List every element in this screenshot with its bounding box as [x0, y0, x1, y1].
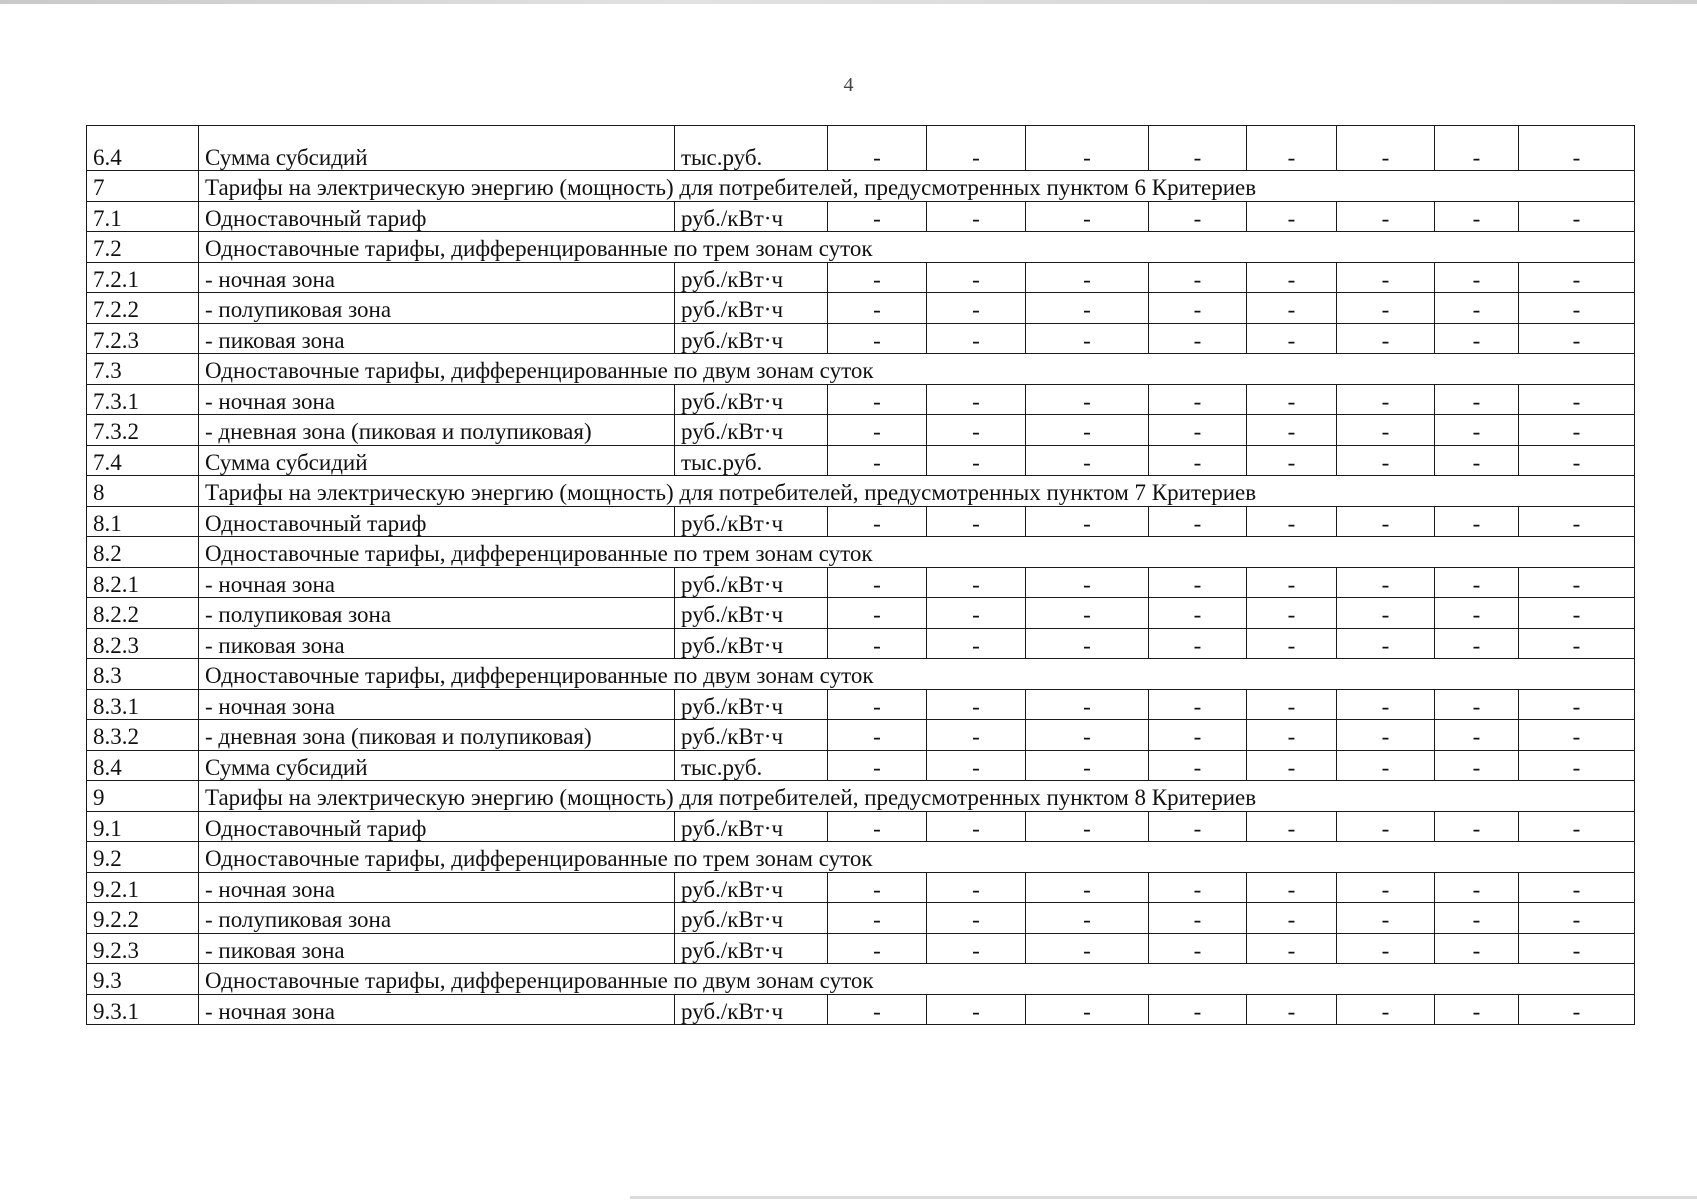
value-cell: -	[1149, 720, 1247, 751]
value-cell: -	[828, 750, 927, 781]
value-cell: -	[828, 567, 927, 598]
value-cell: -	[1435, 750, 1519, 781]
value-cell: -	[1247, 933, 1337, 964]
section-title: Одноставочные тарифы, дифференцированные по трем зонам суток	[199, 232, 1635, 263]
tariff-table-body	[87, 126, 1635, 1025]
value-cell: -	[1247, 415, 1337, 446]
table-row	[87, 628, 1635, 659]
indicator-name: Одноставочный тариф	[199, 506, 675, 537]
value-cell: -	[1026, 126, 1149, 171]
table-row	[87, 933, 1635, 964]
indicator-name: - ночная зона	[199, 384, 675, 415]
table-row	[87, 415, 1635, 446]
indicator-name: Сумма субсидий	[199, 750, 675, 781]
unit-of-measure: руб./кВт·ч	[675, 720, 828, 751]
row-number: 8.3.2	[87, 720, 199, 751]
section-title: Тарифы на электрическую энергию (мощность) для потребителей, предусмотренных пунктом 8 Критериев	[199, 781, 1635, 812]
value-cell: -	[1435, 445, 1519, 476]
row-number: 7	[87, 171, 199, 202]
value-cell: -	[1337, 415, 1435, 446]
value-cell: -	[1519, 293, 1635, 324]
value-cell: -	[1519, 750, 1635, 781]
value-cell: -	[927, 262, 1026, 293]
value-cell: -	[1247, 872, 1337, 903]
row-number: 8.2.2	[87, 598, 199, 629]
value-cell: -	[1519, 628, 1635, 659]
row-number: 7.4	[87, 445, 199, 476]
value-cell: -	[1247, 445, 1337, 476]
section-row	[87, 171, 1635, 202]
value-cell: -	[927, 933, 1026, 964]
unit-of-measure: руб./кВт·ч	[675, 811, 828, 842]
value-cell: -	[1149, 872, 1247, 903]
value-cell: -	[1337, 384, 1435, 415]
value-cell: -	[1337, 994, 1435, 1025]
value-cell: -	[1026, 720, 1149, 751]
row-number: 8.2	[87, 537, 199, 568]
value-cell: -	[1519, 445, 1635, 476]
value-cell: -	[1519, 933, 1635, 964]
value-cell: -	[1247, 567, 1337, 598]
row-number: 7.3	[87, 354, 199, 385]
value-cell: -	[1247, 994, 1337, 1025]
unit-of-measure: руб./кВт·ч	[675, 994, 828, 1025]
row-number: 9.2.1	[87, 872, 199, 903]
unit-of-measure: тыс.руб.	[675, 750, 828, 781]
table-row	[87, 323, 1635, 354]
section-title: Одноставочные тарифы, дифференцированные по двум зонам суток	[199, 964, 1635, 995]
value-cell: -	[1026, 750, 1149, 781]
section-row	[87, 659, 1635, 690]
value-cell: -	[1337, 720, 1435, 751]
value-cell: -	[1435, 126, 1519, 171]
value-cell: -	[927, 323, 1026, 354]
value-cell: -	[1247, 323, 1337, 354]
row-number: 9.2	[87, 842, 199, 873]
value-cell: -	[1519, 126, 1635, 171]
value-cell: -	[828, 201, 927, 232]
value-cell: -	[828, 720, 927, 751]
unit-of-measure: тыс.руб.	[675, 445, 828, 476]
unit-of-measure: руб./кВт·ч	[675, 384, 828, 415]
section-title: Тарифы на электрическую энергию (мощность) для потребителей, предусмотренных пунктом 7 Критериев	[199, 476, 1635, 507]
value-cell: -	[828, 323, 927, 354]
value-cell: -	[1149, 994, 1247, 1025]
indicator-name: Одноставочный тариф	[199, 201, 675, 232]
value-cell: -	[927, 201, 1026, 232]
value-cell: -	[1337, 201, 1435, 232]
value-cell: -	[1026, 293, 1149, 324]
section-row	[87, 842, 1635, 873]
value-cell: -	[1435, 506, 1519, 537]
value-cell: -	[1149, 750, 1247, 781]
indicator-name: - ночная зона	[199, 262, 675, 293]
value-cell: -	[828, 628, 927, 659]
value-cell: -	[1149, 126, 1247, 171]
value-cell: -	[1247, 126, 1337, 171]
value-cell: -	[1149, 811, 1247, 842]
value-cell: -	[1519, 384, 1635, 415]
value-cell: -	[1247, 689, 1337, 720]
value-cell: -	[1519, 567, 1635, 598]
unit-of-measure: руб./кВт·ч	[675, 201, 828, 232]
value-cell: -	[1435, 293, 1519, 324]
value-cell: -	[1026, 811, 1149, 842]
value-cell: -	[1149, 384, 1247, 415]
indicator-name: - дневная зона (пиковая и полупиковая)	[199, 415, 675, 446]
value-cell: -	[1247, 720, 1337, 751]
value-cell: -	[1149, 628, 1247, 659]
table-row	[87, 445, 1635, 476]
row-number: 8.2.1	[87, 567, 199, 598]
indicator-name: - пиковая зона	[199, 628, 675, 659]
indicator-name: - ночная зона	[199, 567, 675, 598]
section-title: Одноставочные тарифы, дифференцированные по двум зонам суток	[199, 659, 1635, 690]
value-cell: -	[1149, 445, 1247, 476]
value-cell: -	[828, 262, 927, 293]
row-number: 8.1	[87, 506, 199, 537]
value-cell: -	[927, 598, 1026, 629]
value-cell: -	[1026, 628, 1149, 659]
table-row	[87, 872, 1635, 903]
value-cell: -	[828, 811, 927, 842]
unit-of-measure: руб./кВт·ч	[675, 506, 828, 537]
value-cell: -	[1149, 506, 1247, 537]
value-cell: -	[1026, 903, 1149, 934]
value-cell: -	[1337, 598, 1435, 629]
value-cell: -	[1247, 201, 1337, 232]
indicator-name: Сумма субсидий	[199, 445, 675, 476]
unit-of-measure: руб./кВт·ч	[675, 689, 828, 720]
value-cell: -	[1519, 811, 1635, 842]
value-cell: -	[828, 903, 927, 934]
row-number: 7.3.2	[87, 415, 199, 446]
value-cell: -	[1519, 323, 1635, 354]
value-cell: -	[1435, 201, 1519, 232]
value-cell: -	[1337, 750, 1435, 781]
value-cell: -	[1026, 323, 1149, 354]
value-cell: -	[1149, 262, 1247, 293]
section-title: Одноставочные тарифы, дифференцированные по трем зонам суток	[199, 842, 1635, 873]
value-cell: -	[927, 720, 1026, 751]
tariff-table	[86, 125, 1635, 1025]
unit-of-measure: тыс.руб.	[675, 126, 828, 171]
value-cell: -	[927, 384, 1026, 415]
row-number: 7.3.1	[87, 384, 199, 415]
value-cell: -	[828, 293, 927, 324]
row-number: 9	[87, 781, 199, 812]
value-cell: -	[828, 506, 927, 537]
section-row	[87, 354, 1635, 385]
row-number: 6.4	[87, 126, 199, 171]
value-cell: -	[1435, 323, 1519, 354]
unit-of-measure: руб./кВт·ч	[675, 567, 828, 598]
value-cell: -	[1149, 293, 1247, 324]
section-row	[87, 964, 1635, 995]
value-cell: -	[1519, 994, 1635, 1025]
value-cell: -	[927, 750, 1026, 781]
row-number: 8	[87, 476, 199, 507]
value-cell: -	[828, 872, 927, 903]
row-number: 9.3	[87, 964, 199, 995]
indicator-name: - ночная зона	[199, 994, 675, 1025]
table-row	[87, 689, 1635, 720]
value-cell: -	[1247, 262, 1337, 293]
value-cell: -	[828, 598, 927, 629]
value-cell: -	[927, 567, 1026, 598]
value-cell: -	[1026, 933, 1149, 964]
value-cell: -	[1337, 293, 1435, 324]
value-cell: -	[1519, 506, 1635, 537]
indicator-name: Одноставочный тариф	[199, 811, 675, 842]
value-cell: -	[1519, 689, 1635, 720]
value-cell: -	[1026, 262, 1149, 293]
table-row	[87, 126, 1635, 171]
value-cell: -	[1337, 811, 1435, 842]
value-cell: -	[1026, 567, 1149, 598]
indicator-name: - полупиковая зона	[199, 598, 675, 629]
table-row	[87, 384, 1635, 415]
row-number: 9.3.1	[87, 994, 199, 1025]
value-cell: -	[1247, 903, 1337, 934]
value-cell: -	[927, 628, 1026, 659]
value-cell: -	[1026, 598, 1149, 629]
value-cell: -	[1519, 903, 1635, 934]
value-cell: -	[927, 126, 1026, 171]
table-row	[87, 506, 1635, 537]
row-number: 7.2.2	[87, 293, 199, 324]
value-cell: -	[1337, 567, 1435, 598]
value-cell: -	[1149, 689, 1247, 720]
unit-of-measure: руб./кВт·ч	[675, 262, 828, 293]
row-number: 8.4	[87, 750, 199, 781]
value-cell: -	[1247, 598, 1337, 629]
value-cell: -	[828, 994, 927, 1025]
value-cell: -	[1519, 415, 1635, 446]
value-cell: -	[828, 933, 927, 964]
value-cell: -	[1519, 262, 1635, 293]
value-cell: -	[927, 415, 1026, 446]
value-cell: -	[1435, 903, 1519, 934]
scan-edge-top	[0, 0, 1697, 4]
row-number: 9.2.2	[87, 903, 199, 934]
unit-of-measure: руб./кВт·ч	[675, 323, 828, 354]
row-number: 8.3	[87, 659, 199, 690]
value-cell: -	[927, 903, 1026, 934]
value-cell: -	[1435, 933, 1519, 964]
section-title: Одноставочные тарифы, дифференцированные по трем зонам суток	[199, 537, 1635, 568]
indicator-name: - пиковая зона	[199, 933, 675, 964]
table-row	[87, 903, 1635, 934]
value-cell: -	[1435, 689, 1519, 720]
indicator-name: - полупиковая зона	[199, 293, 675, 324]
value-cell: -	[1149, 598, 1247, 629]
value-cell: -	[927, 872, 1026, 903]
scan-edge-bottom	[630, 1196, 1697, 1199]
table-row	[87, 811, 1635, 842]
value-cell: -	[828, 445, 927, 476]
value-cell: -	[1149, 933, 1247, 964]
value-cell: -	[1247, 628, 1337, 659]
value-cell: -	[1337, 262, 1435, 293]
table-row	[87, 720, 1635, 751]
unit-of-measure: руб./кВт·ч	[675, 628, 828, 659]
value-cell: -	[1435, 994, 1519, 1025]
indicator-name: Сумма субсидий	[199, 126, 675, 171]
value-cell: -	[1247, 750, 1337, 781]
section-row	[87, 232, 1635, 263]
value-cell: -	[1519, 598, 1635, 629]
value-cell: -	[1435, 598, 1519, 629]
value-cell: -	[1026, 384, 1149, 415]
value-cell: -	[1026, 689, 1149, 720]
unit-of-measure: руб./кВт·ч	[675, 933, 828, 964]
page-number: 4	[843, 74, 854, 96]
table-row	[87, 994, 1635, 1025]
value-cell: -	[1337, 506, 1435, 537]
value-cell: -	[1337, 445, 1435, 476]
unit-of-measure: руб./кВт·ч	[675, 293, 828, 324]
value-cell: -	[927, 445, 1026, 476]
value-cell: -	[1519, 720, 1635, 751]
value-cell: -	[1435, 720, 1519, 751]
value-cell: -	[1026, 445, 1149, 476]
indicator-name: - ночная зона	[199, 689, 675, 720]
indicator-name: - дневная зона (пиковая и полупиковая)	[199, 720, 675, 751]
unit-of-measure: руб./кВт·ч	[675, 598, 828, 629]
value-cell: -	[1337, 689, 1435, 720]
row-number: 9.1	[87, 811, 199, 842]
table-row	[87, 598, 1635, 629]
value-cell: -	[828, 689, 927, 720]
value-cell: -	[828, 384, 927, 415]
row-number: 7.2.3	[87, 323, 199, 354]
value-cell: -	[1026, 872, 1149, 903]
value-cell: -	[1337, 323, 1435, 354]
value-cell: -	[1435, 872, 1519, 903]
value-cell: -	[1149, 903, 1247, 934]
row-number: 7.2.1	[87, 262, 199, 293]
unit-of-measure: руб./кВт·ч	[675, 872, 828, 903]
value-cell: -	[1026, 201, 1149, 232]
value-cell: -	[1026, 415, 1149, 446]
value-cell: -	[1519, 201, 1635, 232]
value-cell: -	[1435, 811, 1519, 842]
section-row	[87, 476, 1635, 507]
value-cell: -	[1247, 506, 1337, 537]
section-row	[87, 537, 1635, 568]
value-cell: -	[828, 415, 927, 446]
table-row	[87, 567, 1635, 598]
table-row	[87, 293, 1635, 324]
value-cell: -	[1337, 628, 1435, 659]
value-cell: -	[927, 811, 1026, 842]
unit-of-measure: руб./кВт·ч	[675, 903, 828, 934]
value-cell: -	[828, 126, 927, 171]
value-cell: -	[1026, 994, 1149, 1025]
section-title: Тарифы на электрическую энергию (мощность) для потребителей, предусмотренных пунктом 6 Критериев	[199, 171, 1635, 202]
indicator-name: - ночная зона	[199, 872, 675, 903]
value-cell: -	[927, 994, 1026, 1025]
value-cell: -	[1435, 262, 1519, 293]
value-cell: -	[1435, 628, 1519, 659]
value-cell: -	[1149, 567, 1247, 598]
value-cell: -	[1149, 323, 1247, 354]
table-row	[87, 750, 1635, 781]
value-cell: -	[1247, 293, 1337, 324]
row-number: 7.1	[87, 201, 199, 232]
value-cell: -	[1247, 384, 1337, 415]
value-cell: -	[1337, 872, 1435, 903]
section-title: Одноставочные тарифы, дифференцированные по двум зонам суток	[199, 354, 1635, 385]
unit-of-measure: руб./кВт·ч	[675, 415, 828, 446]
value-cell: -	[1337, 933, 1435, 964]
value-cell: -	[1247, 811, 1337, 842]
value-cell: -	[1337, 126, 1435, 171]
value-cell: -	[1337, 903, 1435, 934]
row-number: 8.3.1	[87, 689, 199, 720]
value-cell: -	[927, 506, 1026, 537]
row-number: 7.2	[87, 232, 199, 263]
indicator-name: - пиковая зона	[199, 323, 675, 354]
value-cell: -	[1149, 415, 1247, 446]
value-cell: -	[1435, 384, 1519, 415]
row-number: 8.2.3	[87, 628, 199, 659]
row-number: 9.2.3	[87, 933, 199, 964]
value-cell: -	[1026, 506, 1149, 537]
value-cell: -	[1149, 201, 1247, 232]
table-row	[87, 262, 1635, 293]
value-cell: -	[927, 293, 1026, 324]
section-row	[87, 781, 1635, 812]
table-row	[87, 201, 1635, 232]
value-cell: -	[1519, 872, 1635, 903]
value-cell: -	[927, 689, 1026, 720]
value-cell: -	[1435, 567, 1519, 598]
indicator-name: - полупиковая зона	[199, 903, 675, 934]
value-cell: -	[1435, 415, 1519, 446]
